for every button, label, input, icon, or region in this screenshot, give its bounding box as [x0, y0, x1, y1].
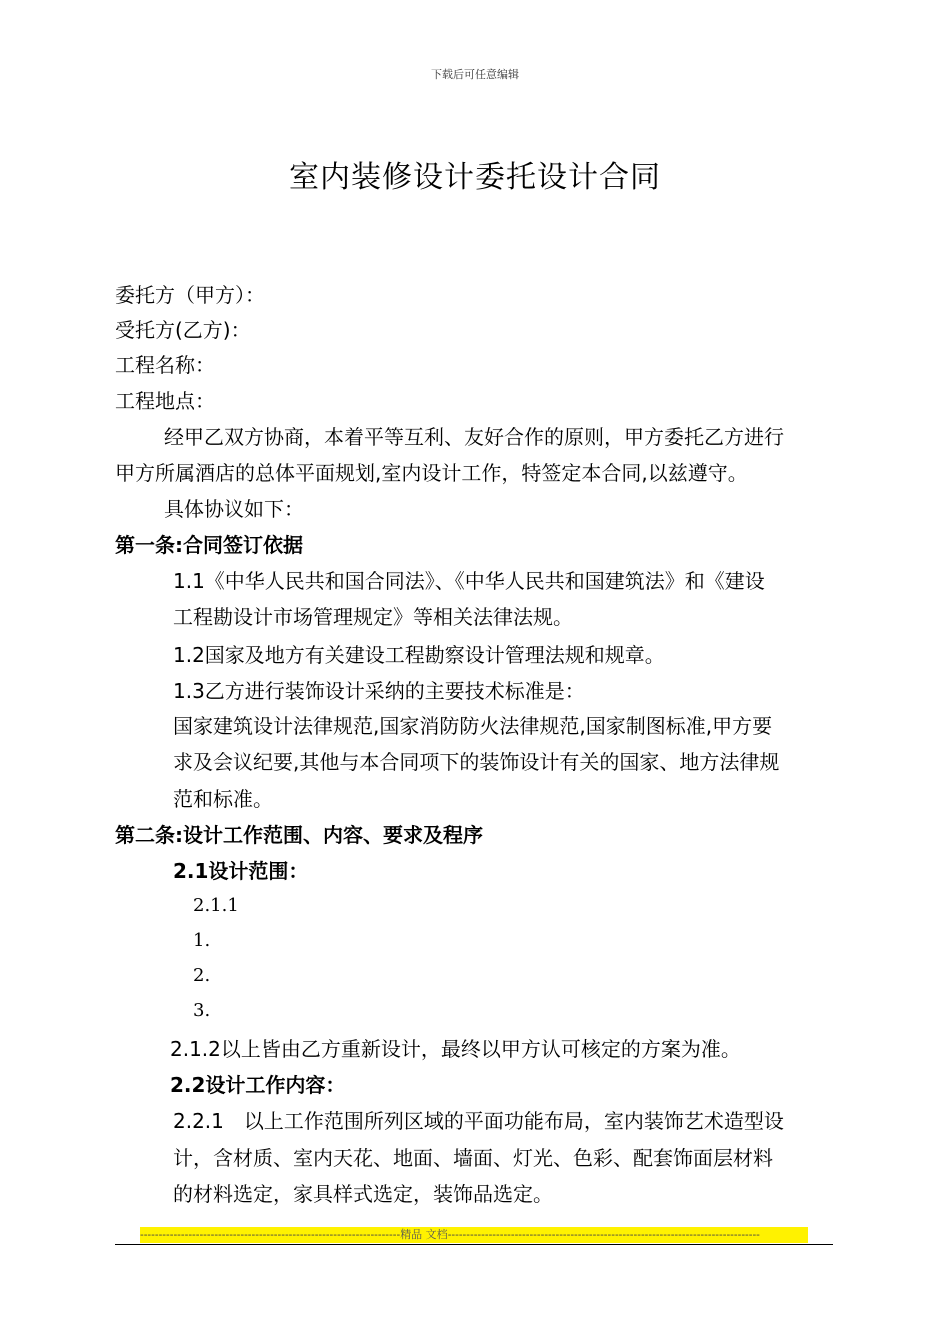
contractor-party-label: 受托方(乙方)： [115, 318, 251, 342]
clause-1-2: 1.2国家及地方有关建设工程勘察设计管理法规和规章。 [173, 643, 665, 667]
footer-highlight-bar [140, 1227, 808, 1243]
item-2-1-1: 2.1.1 [193, 895, 239, 916]
header-note: 下载后可任意编辑 [431, 68, 519, 81]
clause-1-1-line-2: 工程勘设计市场管理规定》等相关法律法规。 [173, 605, 573, 629]
item-2-1-2: 2.1.2以上皆由乙方重新设计，最终以甲方认可核定的方案为准。 [170, 1037, 741, 1061]
intro-line-3: 具体协议如下： [164, 497, 304, 521]
clause-1-3-detail-1: 国家建筑设计法律规范,国家消防防火法律规范,国家制图标准,甲方要 [173, 714, 773, 738]
item-2-2-1-line-1: 2.2.1 以上工作范围所列区域的平面功能布局，室内装饰艺术造型设 [173, 1109, 784, 1133]
item-2-2-1-line-2: 计，含材质、室内天花、地面、墙面、灯光、色彩、配套饰面层材料 [173, 1146, 773, 1170]
clause-1-3-detail-2: 求及会议纪要,其他与本合同项下的装饰设计有关的国家、地方法律规 [173, 750, 780, 774]
project-name-label: 工程名称： [115, 353, 215, 377]
item-2-2-1-line-3: 的材料选定，家具样式选定，装饰品选定。 [173, 1182, 553, 1206]
project-location-label: 工程地点： [115, 389, 215, 413]
footer-dashes-right: ------------------------------------------------------------------------------------ [447, 1228, 760, 1241]
clause-1-1-line-1: 1.1《中华人民共和国合同法》、《中华人民共和国建筑法》和《建设 [173, 569, 765, 593]
section-2-2-heading: 2.2设计工作内容： [170, 1073, 346, 1097]
list-item-2: 2. [193, 965, 211, 986]
list-item-3: 3. [193, 1000, 211, 1021]
intro-line-1: 经甲乙双方协商，本着平等互利、友好合作的原则，甲方委托乙方进行 [164, 425, 784, 449]
intro-line-2: 甲方所属酒店的总体平面规划,室内设计工作，特签定本合同,以兹遵守。 [115, 461, 748, 485]
article-2-heading: 第二条:设计工作范围、内容、要求及程序 [115, 823, 483, 847]
client-party-label: 委托方（甲方）： [115, 283, 265, 307]
footer-rule [115, 1244, 833, 1245]
section-2-1-heading: 2.1设计范围： [173, 859, 309, 883]
footer-label: 精品 文档 [400, 1228, 448, 1241]
clause-1-3: 1.3乙方进行装饰设计采纳的主要技术标准是： [173, 679, 585, 703]
document-title: 室内装修设计委托设计合同 [289, 160, 661, 195]
footer-dashes-left: ---------------------------------------------------------------------- [140, 1228, 401, 1241]
list-item-1: 1. [193, 930, 211, 951]
clause-1-3-detail-3: 范和标准。 [173, 787, 273, 811]
article-1-heading: 第一条:合同签订依据 [115, 533, 303, 557]
